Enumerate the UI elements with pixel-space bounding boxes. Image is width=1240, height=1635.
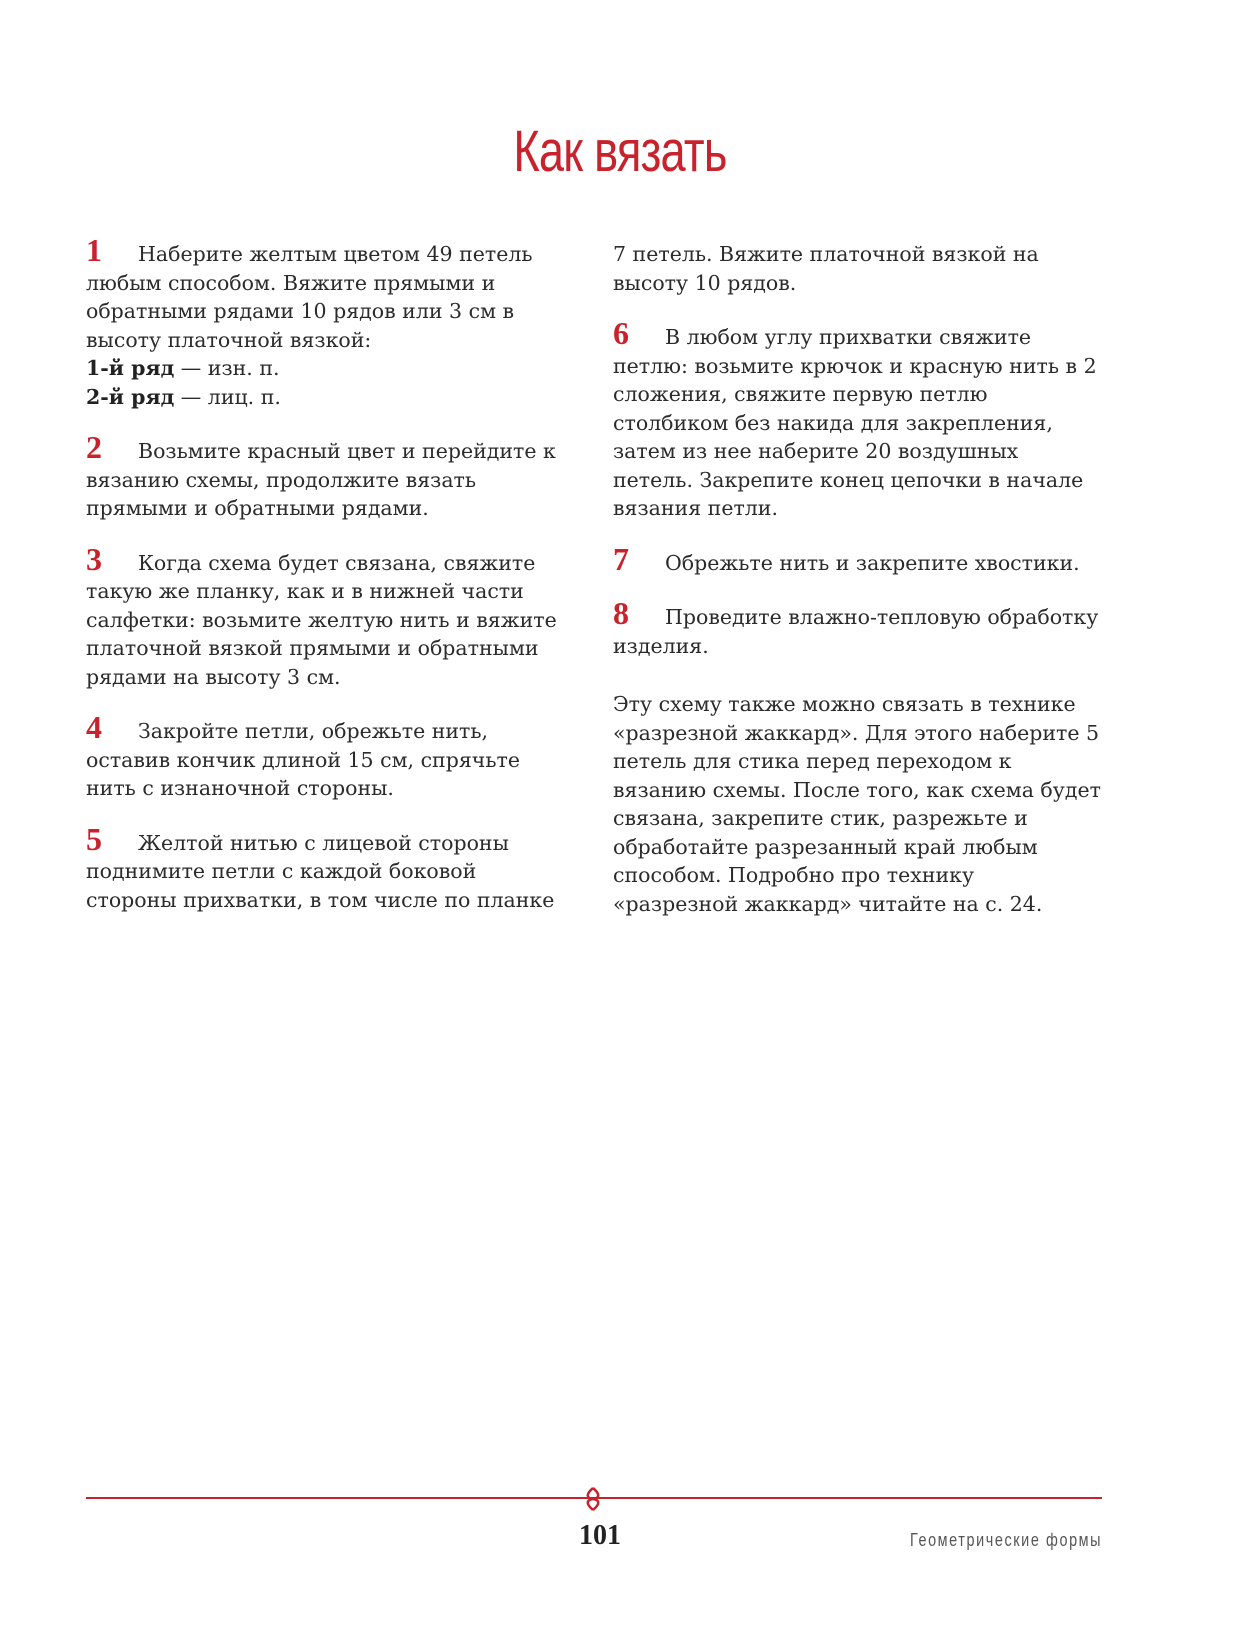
section-title: Геометрические формы (909, 1530, 1102, 1550)
step-text: Желтой нитью с лицевой стороны поднимите петли с каждой боковой стороны прихватки, в том числе по планке (86, 830, 555, 912)
row-text: — лиц. п. (174, 384, 281, 409)
row-label: 2-й ряд (86, 384, 175, 409)
step-text: Когда схема будет связана, свяжите такую же планку, как и в нижней части салфетки: возьмите желтую нить и вяжите платочной вязкой прямыми и обратными рядами на высоту 3 см. (86, 550, 557, 689)
step-text: В любом углу прихватки свяжите петлю: возьмите крючок и красную нить в 2 сложения, свяжите первую петлю столбиком без накида для закрепления, затем из нее наберите 20 воздушных петель. Закрепите конец цепочки в начале вязания петли. (613, 325, 1097, 520)
row-2-line (86, 383, 566, 412)
step-number: 2 (86, 429, 102, 465)
step-5-continued (613, 240, 1103, 297)
step-5 (86, 820, 566, 915)
step-number: 5 (86, 820, 102, 857)
step-number: 6 (613, 315, 629, 351)
page-number: 101 (579, 1520, 621, 1551)
step-text: Закройте петли, обрежьте нить, оставив кончик длиной 15 см, спрячьте нить с изнаночной стороны. (86, 719, 520, 800)
step-number: 8 (613, 595, 629, 631)
step-7 (613, 540, 1103, 578)
step-number: 1 (86, 232, 102, 268)
step-2 (86, 429, 566, 523)
left-column (86, 232, 566, 940)
row-text: — изн. п. (174, 356, 280, 380)
row-1-line (86, 354, 566, 383)
step-number: 7 (613, 540, 629, 577)
step-number: 4 (86, 709, 102, 745)
step-6 (613, 315, 1103, 523)
step-text: Возьмите красный цвет и перейдите к вязанию схемы, продолжите вязать прямыми и обратными рядами. (86, 439, 556, 520)
note-paragraph: Эту схему также можно связать в технике «разрезной жаккард». Для этого наберите 5 петель для стика перед переходом к вязанию схемы. После того, как схема будет связана, закрепите стик, разрежьте и обработайте разрезанный край любым способом. Подробно про технику «разрезной жаккард» читайте на с. 24. (613, 692, 1101, 916)
ornament-icon (582, 1486, 604, 1512)
step-number: 3 (86, 540, 102, 577)
right-column (613, 240, 1103, 939)
step-text: Обрежьте нить и закрепите хвостики. (665, 550, 1080, 575)
row-label: 1-й ряд (86, 356, 175, 380)
step-text: 7 петель. Вяжите платочной вязкой на высоту 10 рядов. (613, 242, 1039, 295)
step-text: Наберите желтым цветом 49 петель любым способом. Вяжите прямыми и обратными рядами 10 рядов или 3 см в высоту платочной вязкой: (86, 242, 533, 352)
step-8 (613, 595, 1103, 660)
step-4 (86, 709, 566, 803)
step-3 (86, 540, 566, 692)
step-1 (86, 232, 566, 411)
step-text: Проведите влажно-тепловую обработку изделия. (613, 605, 1099, 658)
page-title: Как вязать (513, 119, 727, 184)
